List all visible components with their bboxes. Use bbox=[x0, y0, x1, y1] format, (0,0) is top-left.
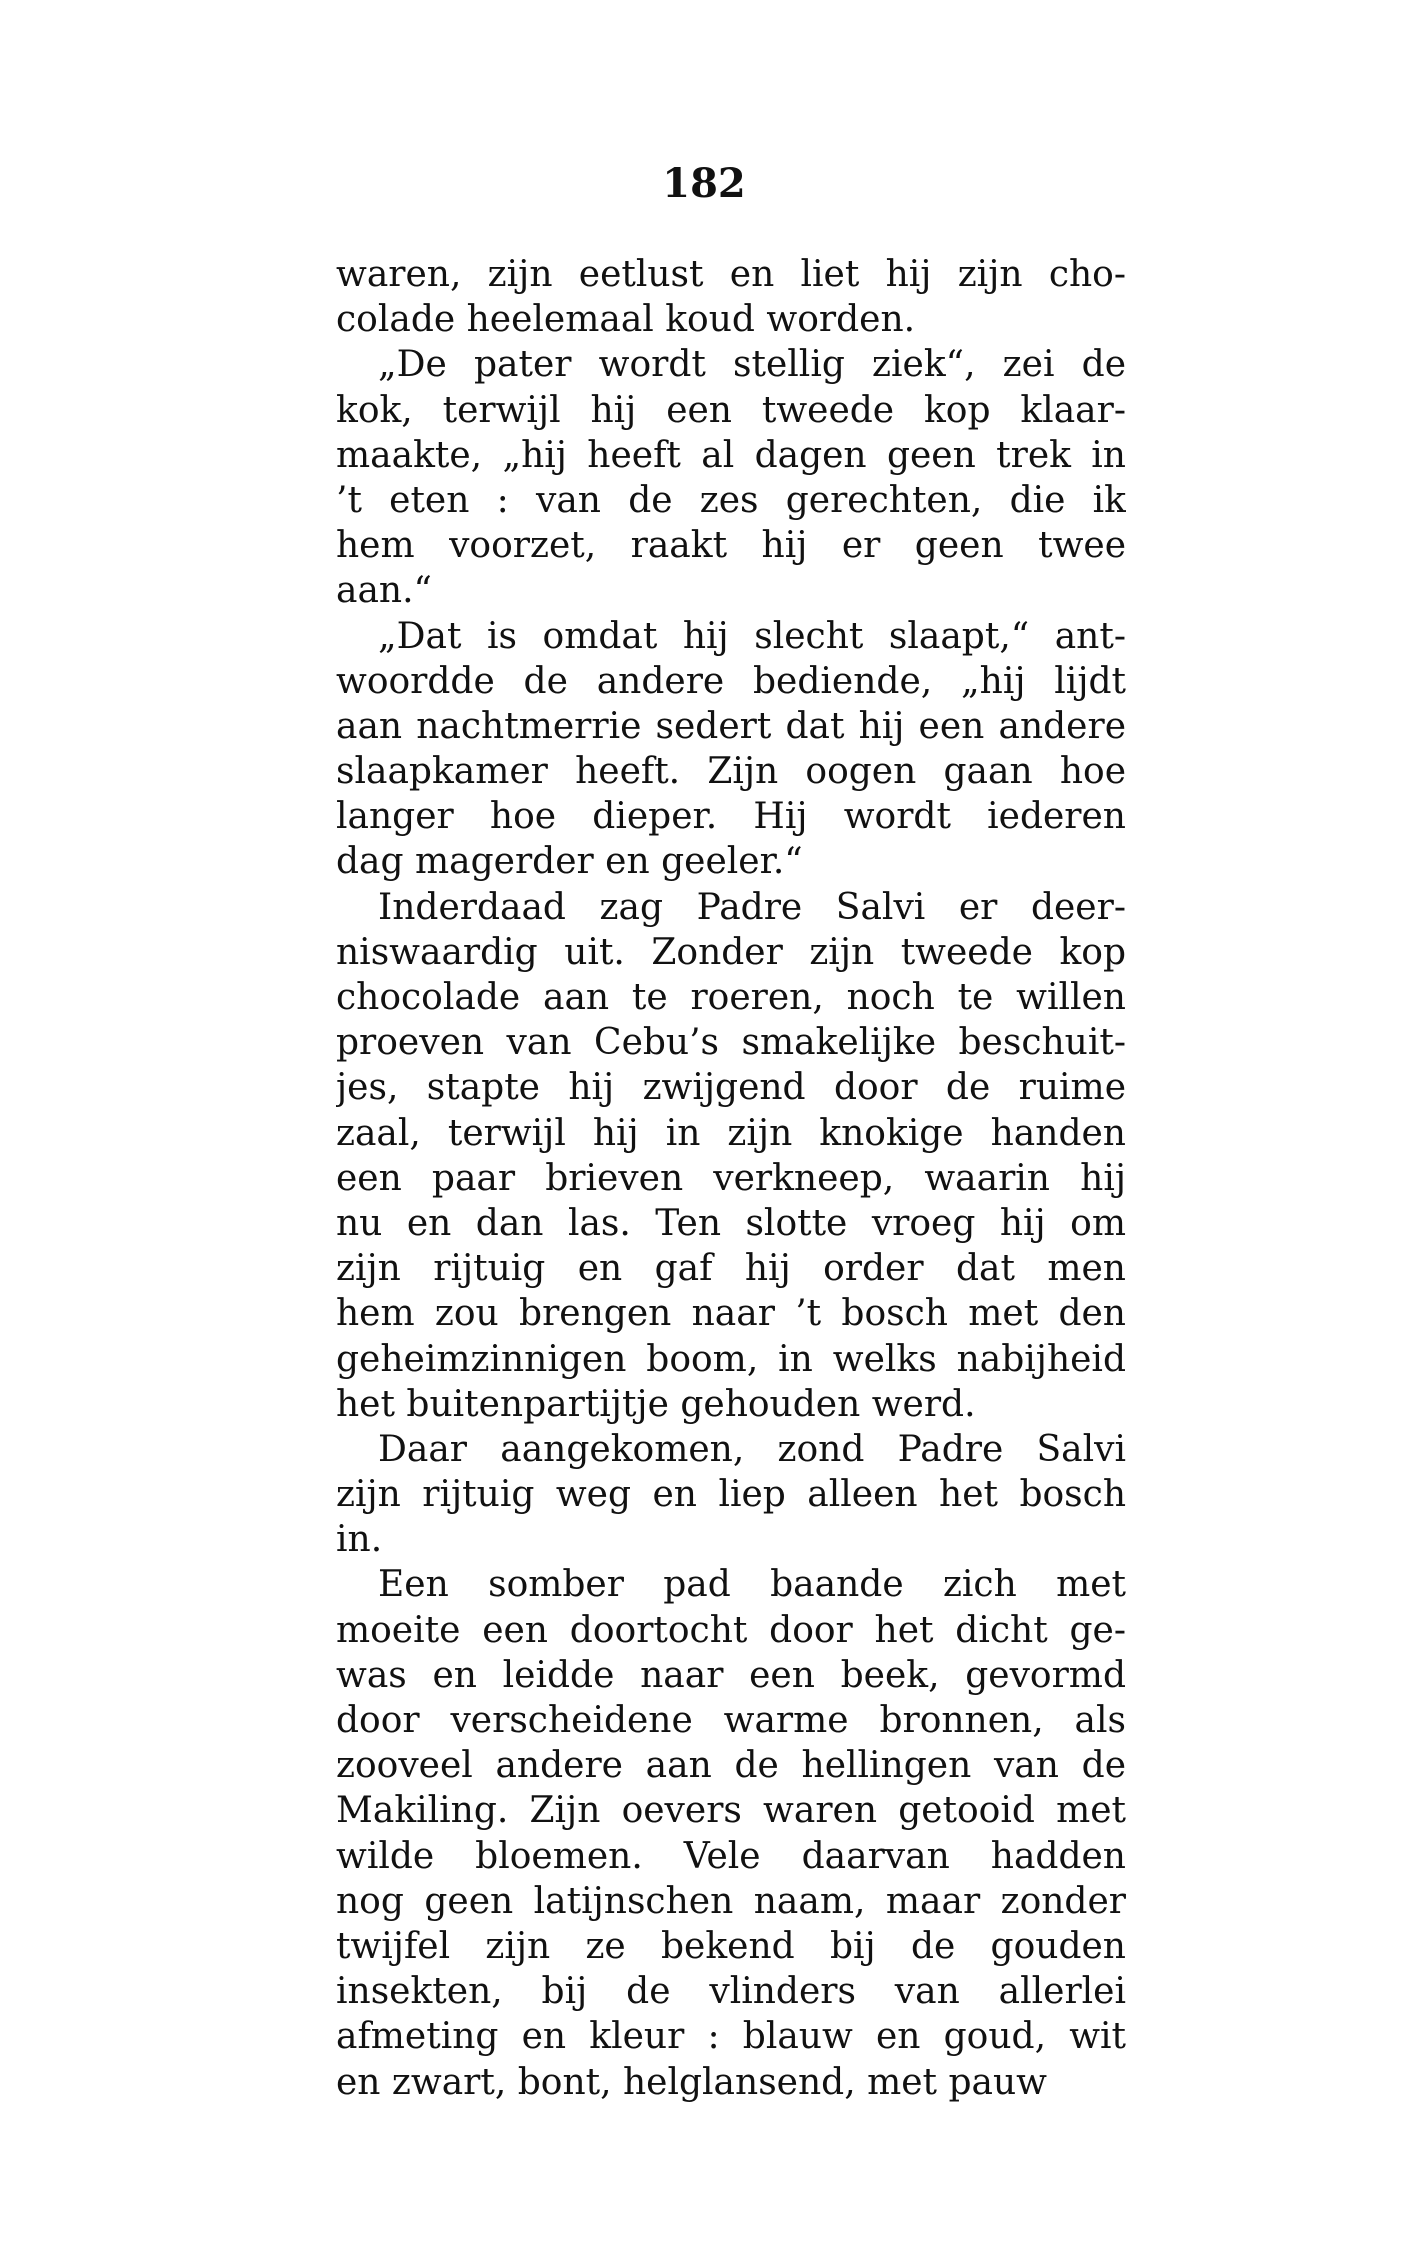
text-line: Een somber pad baande zich met bbox=[378, 1564, 1126, 1606]
text-line: hem voorzet, raakt hij er geen twee bbox=[336, 525, 1126, 567]
text-line: langer hoe dieper. Hij wordt iederen bbox=[336, 796, 1126, 838]
text-line: „Dat is omdat hij slecht slaapt,“ ant- bbox=[378, 615, 1126, 657]
text-line: nog geen latijnschen naam, maar zonder bbox=[336, 1880, 1126, 1922]
text-line: aan.“ bbox=[336, 570, 432, 612]
paragraph bbox=[336, 252, 1126, 342]
text-line: chocolade aan te roeren, noch te willen bbox=[336, 977, 1126, 1018]
text-line: niswaardig uit. Zonder zijn tweede kop bbox=[336, 931, 1126, 973]
text-line: Daar aangekomen, zond Padre Salvi bbox=[378, 1428, 1126, 1470]
text-line: twijfel zijn ze bekend bij de gouden bbox=[336, 1925, 1126, 1967]
text-line: hem zou brengen naar ’t bosch met den bbox=[336, 1293, 1126, 1335]
page-body-text bbox=[336, 252, 1126, 2105]
text-line: afmeting en kleur : blauw en goud, wit bbox=[336, 2016, 1126, 2058]
text-line: in. bbox=[336, 1519, 383, 1561]
page-number: 182 bbox=[662, 160, 746, 207]
text-line: slaapkamer heeft. Zijn oogen gaan hoe bbox=[336, 751, 1126, 793]
paragraph bbox=[336, 342, 1126, 613]
text-line: en zwart, bont, helglansend, met pauw bbox=[336, 2061, 1047, 2103]
text-line: aan nachtmerrie sedert dat hij een andere bbox=[336, 705, 1126, 747]
text-line: Inderdaad zag Padre Salvi er deer- bbox=[378, 886, 1126, 928]
text-line: moeite een doortocht door het dicht ge- bbox=[336, 1609, 1126, 1651]
text-line: proeven van Cebu’s smakelijke beschuit- bbox=[336, 1022, 1126, 1064]
text-line: kok, terwijl hij een tweede kop klaar- bbox=[336, 389, 1126, 431]
text-line: ’t eten : van de zes gerechten, die ik bbox=[336, 479, 1126, 521]
paragraph bbox=[336, 1427, 1126, 1563]
paragraph bbox=[336, 1562, 1126, 2104]
text-line: colade heelemaal koud worden. bbox=[336, 299, 916, 341]
text-line: maakte, „hij heeft al dagen geen trek in bbox=[336, 434, 1126, 476]
text-line: jes, stapte hij zwijgend door de ruime bbox=[336, 1067, 1126, 1109]
text-line: wilde bloemen. Vele daarvan hadden bbox=[336, 1835, 1126, 1877]
text-line: zijn rijtuig weg en liep alleen het bosch bbox=[336, 1474, 1126, 1516]
paragraph bbox=[336, 614, 1126, 885]
text-line: insekten, bij de vlinders van allerlei bbox=[336, 1971, 1126, 2013]
text-line: een paar brieven verkneep, waarin hij bbox=[336, 1157, 1126, 1199]
text-line: door verscheidene warme bronnen, als bbox=[336, 1700, 1126, 1741]
text-line: zijn rijtuig en gaf hij order dat men bbox=[336, 1248, 1126, 1290]
text-line: woordde de andere bediende, „hij lijdt bbox=[336, 660, 1126, 702]
text-line: „De pater wordt stellig ziek“, zei de bbox=[378, 344, 1126, 386]
paragraph bbox=[336, 885, 1126, 1427]
text-line: Makiling. Zijn oevers waren getooid met bbox=[336, 1790, 1126, 1832]
text-line: nu en dan las. Ten slotte vroeg hij om bbox=[336, 1202, 1126, 1244]
text-line: dag magerder en geeler.“ bbox=[336, 841, 803, 883]
text-line: zaal, terwijl hij in zijn knokige handen bbox=[336, 1112, 1126, 1154]
text-line: het buitenpartijtje gehouden werd. bbox=[336, 1383, 976, 1425]
text-line: was en leidde naar een beek, gevormd bbox=[336, 1654, 1126, 1696]
text-line: waren, zijn eetlust en liet hij zijn cho- bbox=[336, 254, 1126, 295]
text-line: geheimzinnigen boom, in welks nabijheid bbox=[336, 1338, 1126, 1380]
text-line: zooveel andere aan de hellingen van de bbox=[336, 1745, 1126, 1787]
